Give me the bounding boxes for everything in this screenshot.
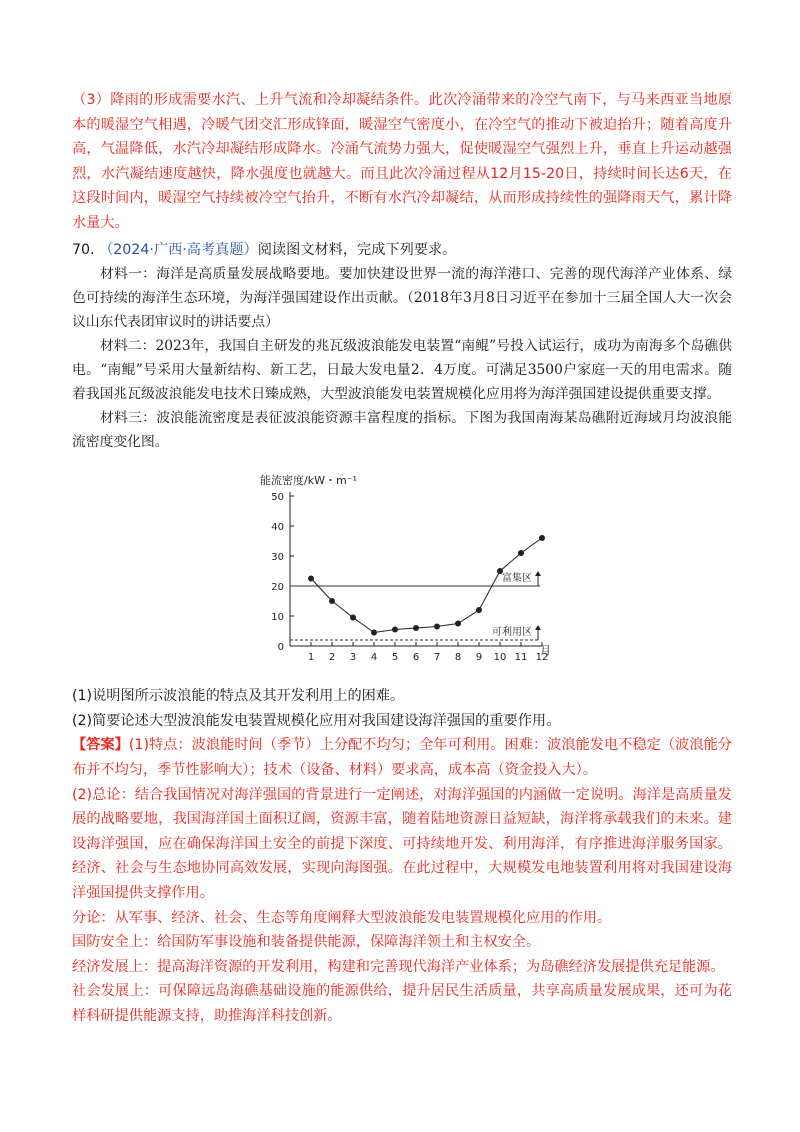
data-point [518, 550, 524, 556]
x-tick-label: 10 [493, 652, 507, 664]
material-1: 材料一：海洋是高质量发展战略要地。要加快建设世界一流的海洋港口、完善的现代海洋产业体系、绿色可持续的海洋生态环境，为海洋强国建设作出贡献。（2018年3月8日习近平在参加十三届全国人大一次会议山东代表团审议时的讲话要点） [72, 266, 732, 331]
data-point [476, 607, 482, 613]
reference-arrow-head [535, 625, 541, 630]
wave-energy-chart-svg [72, 454, 732, 684]
question-number: 70. [72, 241, 95, 258]
data-point [308, 576, 314, 582]
material-3: 材料三：波浪能流密度是表征波浪能资源丰富程度的指标。下图为我国南海某岛礁附近海域月均波浪能流密度变化图。 [72, 410, 732, 451]
y-tick-label: 30 [271, 552, 284, 564]
reference-label: 可利用区 [492, 627, 532, 639]
x-tick-label: 9 [475, 652, 483, 664]
x-tick-label: 11 [514, 652, 528, 664]
data-point [455, 621, 461, 627]
x-tick-label: 4 [370, 652, 378, 664]
question-1: (1)说明图所示波浪能的特点及其开发利用上的困难。 [72, 688, 405, 705]
answer-paragraph-3: （3）降雨的形成需要水汽、上升气流和冷却凝结条件。此次冷涌带来的冷空气南下，与马来西亚当地原本的暖湿空气相遇，冷暖气团交汇形成锋面，暖湿空气密度小，在冷空气的推动下被迫抬升；随着高度升高，气温降低，水汽冷却凝结形成降水。冷涌气流势力强大，促使暖湿空气强烈上升，垂直上升运动越强烈，水汽凝结速度越快，降水强度也就越大。而且此次冷涌过程从12月15-20日，持续时间长达6天，在这段时间内，暖湿空气持续被冷空气抬升，不断有水汽冷却凝结，从而形成持续性的强降雨天气，累计降水量大。 [72, 92, 732, 231]
answer-2-society: 社会发展上：可保障远岛海礁基础设施的能源供给，提升居民生活质量，共享高质量发展成果，还可为花样科研提供能源支持，助推海洋科技创新。 [72, 983, 732, 1024]
data-point [392, 627, 398, 633]
y-tick-label: 50 [271, 492, 284, 504]
data-point [434, 624, 440, 630]
wave-energy-chart [72, 454, 732, 684]
x-tick-label: 12 [535, 652, 549, 664]
series-line [311, 538, 542, 633]
answer-tag: 【答案】 [72, 737, 129, 754]
x-tick-label: 8 [454, 652, 462, 664]
question-header [72, 238, 732, 263]
x-tick-label: 1 [307, 652, 315, 664]
y-tick-label: 0 [277, 642, 284, 654]
answer-1 [72, 733, 732, 782]
answer-2-defense: 国防安全上：给国防军事设施和装备提供能源，保障海洋领土和主权安全。 [72, 934, 541, 951]
answer-2-split: 分论：从军事、经济、社会、生态等角度阐释大型波浪能发电装置规模化应用的作用。 [72, 909, 612, 926]
data-point [329, 598, 335, 604]
y-tick-label: 10 [271, 612, 284, 624]
answer-2-general: (2)总论：结合我国情况对海洋强国的背景进行一定阐述，对海洋强国的内涵做一定说明。海洋是高质量发展的战略要地，我国海洋国土面积辽阔，资源丰富，随着陆地资源日益短缺，海洋将承载我们的未来。建设海洋强国，应在确保海洋国土安全的前提下深度、可持续地开发、利用海洋，有序推进海洋服务国家。经济、社会与生态地协同高效发展，实现向海图强。在此过程中，大规模发电地装置利用将对我国建设海洋强国提供支撑作用。 [72, 786, 732, 901]
x-axis-label: 月 [540, 644, 551, 658]
x-tick-label: 5 [391, 652, 399, 664]
question-intro: 阅读图文材料，完成下列要求。 [257, 241, 457, 258]
data-point [350, 615, 356, 621]
document-page [72, 88, 732, 1028]
material-2: 材料二：2023年，我国自主研发的兆瓦级波浪能发电装置“南鲲”号投入试运行，成功为南海多个岛礁供电。“南鲲”号采用大量新结构、新工艺，日最大发电量2．4万度。可满足3500户家庭一天的用电需求。随着我国兆瓦级波浪能发电技术日臻成熟，大型波浪能发电装置规模化应用将为海洋强国建设提供重要支撑。 [72, 338, 732, 403]
data-point [539, 535, 545, 541]
answer-1-text: (1)特点：波浪能时间（季节）上分配不均匀；全年可利用。困难：波浪能发电不稳定（波浪能分布并不均匀，季节性影响大）；技术（设备、材料）要求高，成本高（资金投入大）。 [72, 737, 732, 778]
data-point [413, 625, 419, 631]
data-point [371, 630, 377, 636]
data-point [497, 568, 503, 574]
y-tick-label: 20 [271, 582, 284, 594]
question-2: (2)简要论述大型波浪能发电装置规模化应用对我国建设海洋强国的重要作用。 [72, 712, 561, 729]
x-tick-label: 7 [433, 652, 441, 664]
x-tick-label: 6 [412, 652, 420, 664]
x-tick-label: 3 [349, 652, 357, 664]
answer-2-economy: 经济发展上：提高海洋资源的开发利用，构建和完善现代海洋产业体系；为岛礁经济发展提供充足能源。 [72, 958, 725, 975]
reference-label: 富集区 [502, 573, 532, 585]
y-tick-label: 40 [271, 522, 284, 534]
reference-arrow-head [535, 571, 541, 576]
y-axis-label: 能流密度/kW・m⁻¹ [260, 474, 357, 488]
question-source: （2024·广西·高考真题） [99, 241, 258, 258]
x-tick-label: 2 [328, 652, 336, 664]
